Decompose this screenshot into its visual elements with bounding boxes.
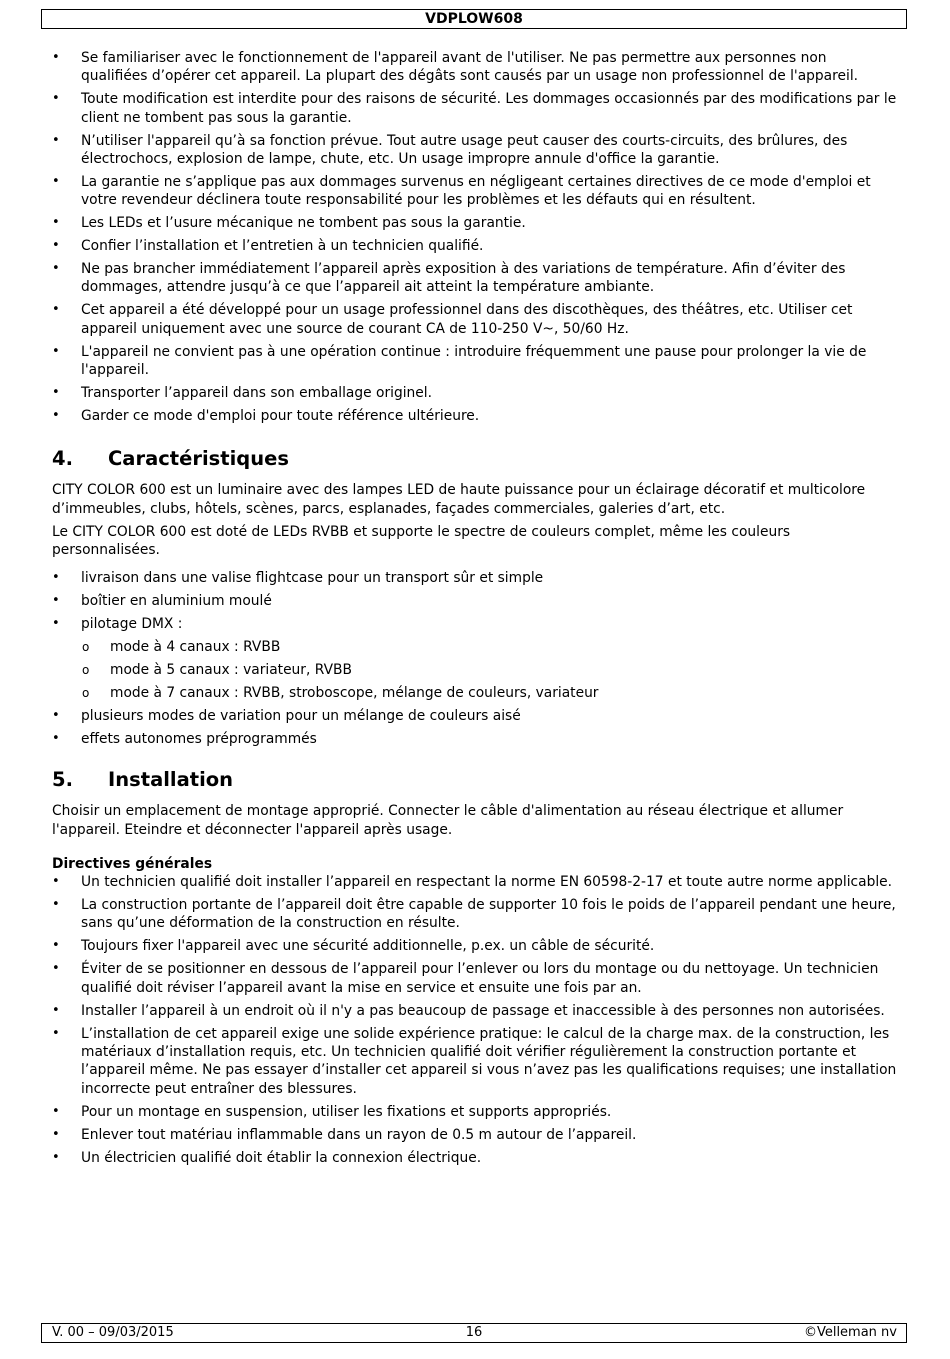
list-item: • N’utiliser l'appareil qu’à sa fonction prévue. Tout autre usage peut causer des courts-circuits, des brûlures, des électrochocs, explosion de lampe, chute, etc. Un usage impropre annule d'office la garantie. xyxy=(52,132,897,169)
list-item: • plusieurs modes de variation pour un mélange de couleurs aisé xyxy=(52,707,897,725)
sub-list-item: o mode à 7 canaux : RVBB, stroboscope, mélange de couleurs, variateur xyxy=(52,684,897,702)
list-item: • Toujours fixer l'appareil avec une sécurité additionnelle, p.ex. un câble de sécurité. xyxy=(52,937,897,955)
list-item: • boîtier en aluminium moulé xyxy=(52,592,897,610)
list-item: • Confier l’installation et l’entretien à un technicien qualifié. xyxy=(52,237,897,255)
list-item: • Installer l’appareil à un endroit où il n'y a pas beaucoup de passage et inaccessible à des personnes non autorisées. xyxy=(52,1002,897,1020)
list-item: • Toute modification est interdite pour des raisons de sécurité. Les dommages occasionnés par des modifications par le client ne tombent pas sous la garantie. xyxy=(52,90,897,127)
section-number: 4. xyxy=(52,447,73,471)
paragraph: Le CITY COLOR 600 est doté de LEDs RVBB et supporte le spectre de couleurs complet, même les couleurs personnalisées. xyxy=(52,523,791,558)
document-title: VDPLOW608 xyxy=(425,11,523,27)
copyright: ©Velleman nv xyxy=(803,1325,897,1340)
paragraph: CITY COLOR 600 est un luminaire avec des lampes LED de haute puissance pour un éclairage décoratif et multicolore d’immeubles, clubs, hôtels, scènes, parcs, esplanades, façades commerciales, galeries d’art, etc. xyxy=(52,482,866,517)
page-header xyxy=(41,9,907,29)
directives-list xyxy=(52,873,897,1167)
list-item: • L'appareil ne convient pas à une opération continue : introduire fréquemment une pause pour prolonger la vie de l'appareil. xyxy=(52,343,897,380)
list-item: • livraison dans une valise flightcase pour un transport sûr et simple xyxy=(52,569,897,587)
list-item: • Cet appareil a été développé pour un usage professionnel dans des discothèques, des théâtres, etc. Utiliser cet appareil uniquement avec une source de courant CA de 110-250 V~, 50/60 Hz. xyxy=(52,301,897,338)
sub-list-item: o mode à 5 canaux : variateur, RVBB xyxy=(52,661,897,679)
page-footer xyxy=(41,1323,907,1343)
subheading: Directives générales xyxy=(52,855,213,872)
list-item: • L’installation de cet appareil exige une solide expérience pratique: le calcul de la charge max. de la construction, les matériaux d’installation requis, etc. Un technicien qualifié doit vérifier régulièrement la construction portante et l’appareil même. Ne pas essayer d’installer cet appareil si vous n’avez pas les qualifications requises; une installation incorrecte peut entraîner des blessures. xyxy=(52,1025,897,1098)
list-item: • Éviter de se positionner en dessous de l’appareil pour l’enlever ou lors du montage ou du nettoyage. Un technicien qualifié doit réviser l’appareil avant la mise en service et ensuite une fois par an. xyxy=(52,960,897,997)
section-heading-features xyxy=(52,447,897,471)
version-date: V. 00 – 09/03/2015 xyxy=(52,1325,174,1340)
page-content xyxy=(52,49,897,1172)
safety-list xyxy=(52,49,897,425)
features-list xyxy=(52,569,897,748)
section-number: 5. xyxy=(52,768,73,792)
list-item: • Un technicien qualifié doit installer l’appareil en respectant la norme EN 60598-2-17 et toute autre norme applicable. xyxy=(52,873,897,891)
list-item: • Se familiariser avec le fonctionnement de l'appareil avant de l'utiliser. Ne pas permettre aux personnes non qualifiées d’opérer cet appareil. La plupart des dégâts sont causés par un usage non professionnel de l'appareil. xyxy=(52,49,897,86)
sub-list-item: o mode à 4 canaux : RVBB xyxy=(52,638,897,656)
list-item: • Pour un montage en suspension, utiliser les fixations et supports appropriés. xyxy=(52,1103,897,1121)
section-heading-installation xyxy=(52,768,897,792)
list-item: • Transporter l’appareil dans son emballage originel. xyxy=(52,384,897,402)
list-item: • La garantie ne s’applique pas aux dommages survenus en négligeant certaines directives de ce mode d'emploi et votre revendeur déclinera toute responsabilité pour les problèmes et les défauts qui en résultent. xyxy=(52,173,897,210)
page-number: 16 xyxy=(465,1325,483,1340)
section-title: Installation xyxy=(108,768,234,792)
list-item: • Ne pas brancher immédiatement l’appareil après exposition à des variations de température. Afin d’éviter des dommages, attendre jusqu’à ce que l’appareil ait atteint la température ambiante. xyxy=(52,260,897,297)
list-item: • Enlever tout matériau inflammable dans un rayon de 0.5 m autour de l’appareil. xyxy=(52,1126,897,1144)
list-item: • effets autonomes préprogrammés xyxy=(52,730,897,748)
list-item: • Les LEDs et l’usure mécanique ne tombent pas sous la garantie. xyxy=(52,214,897,232)
list-item: • Un électricien qualifié doit établir la connexion électrique. xyxy=(52,1149,897,1167)
list-item: • pilotage DMX : xyxy=(52,615,897,633)
section-title: Caractéristiques xyxy=(108,447,289,471)
list-item: • La construction portante de l’appareil doit être capable de supporter 10 fois le poids de l’appareil pendant une heure, sans qu’une déformation de la construction en résulte. xyxy=(52,896,897,933)
list-item: • Garder ce mode d'emploi pour toute référence ultérieure. xyxy=(52,407,897,425)
paragraph: Choisir un emplacement de montage approprié. Connecter le câble d'alimentation au réseau électrique et allumer l'appareil. Eteindre et déconnecter l'appareil après usage. xyxy=(52,803,844,838)
